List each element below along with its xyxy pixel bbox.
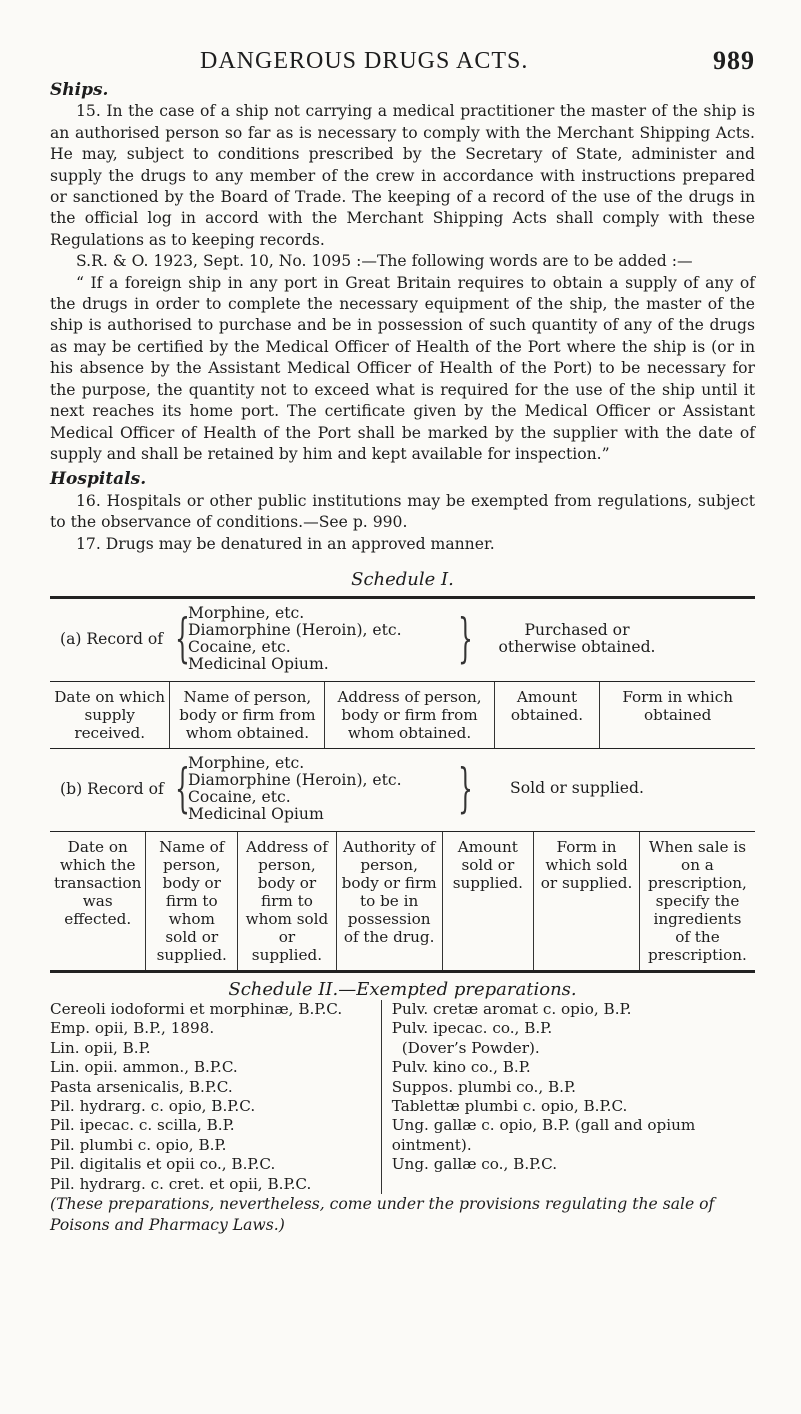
brace-icon: { (174, 608, 190, 669)
schedule-2-right-column (382, 1000, 755, 1194)
hospitals-heading: Hospitals. (50, 469, 147, 490)
table-header-cell: Name of person, body or firm to whom sold or supplied. (146, 832, 238, 970)
drug-item: Medicinal Opium (188, 804, 324, 823)
table-header-cell: When sale is on a prescription, specify the ingredients of the prescription. (639, 832, 755, 970)
schedule-2-left-column (50, 1000, 382, 1194)
drug-item: Medicinal Opium. (188, 654, 329, 673)
foreign-ship-quote: “ If a foreign ship in any port in Great Britain requires to obtain a supply of any of the drugs in order to complete the necessary equipment of the ship, the master of the ship is authorised to purchase and be in possession of such quantity of any of the drugs as may be certified by the Medical Officer of Health of the Port where the ship is (or in his absence by the Assistant Medical Officer of Health of the Port) to be necessary for the purpose, the quantity not to exceed what is required for the use of the ship until it next reaches its home port. The certificate given by the Medical Officer or Assistant Medical Officer of Health of the Port shall be marked by the supplier with the date of supply and shall be retained by him and kept available for inspection.” (50, 273, 755, 463)
paragraph-16: 16. Hospitals or other public institutions may be exempted from regulations, subject to the observance of conditions.—See p. 990. (50, 491, 755, 532)
list-item: Ung. gallæ c. opio, B.P. (gall and opium ointment). (391, 1116, 696, 1154)
list-item: Emp. opii, B.P., 1898. (50, 1019, 215, 1038)
schedule-2-lists (50, 1000, 755, 1194)
ships-heading: Ships. (50, 80, 109, 100)
document-page (50, 38, 755, 1236)
page-number: 989 (713, 46, 755, 75)
list-item: Pil. hydrarg. c. cret. et opii, B.P.C. (50, 1174, 312, 1193)
brace-icon: } (457, 608, 473, 669)
table-header-cell: Name of person, body or firm from whom obtained. (170, 682, 325, 748)
record-b-drugs (188, 755, 453, 823)
paragraph-17: 17. Drugs may be denatured in an approved manner. (76, 534, 495, 553)
list-item: Lin. opii, B.P. (50, 1038, 151, 1057)
schedule-1-title: Schedule I. (351, 568, 454, 590)
list-item: Lin. opii. ammon., B.P.C. (50, 1058, 238, 1077)
record-a-drugs (188, 605, 453, 673)
list-item: Suppos. plumbi co., B.P. (391, 1077, 576, 1096)
brace-icon: } (457, 758, 473, 819)
list-item: Tablettæ plumbi c. opio, B.P.C. (391, 1096, 628, 1115)
list-item: Pil. plumbi c. opio, B.P. (50, 1135, 227, 1154)
record-a-label: (a) Record of (60, 629, 164, 648)
table-header-cell: Form in which obtained (600, 682, 755, 748)
list-item: Pulv. kino co., B.P. (391, 1058, 531, 1077)
drug-item: Morphine, etc. (188, 603, 305, 622)
record-a (50, 599, 755, 681)
brace-icon: { (174, 758, 190, 819)
drug-item: Cocaine, etc. (188, 637, 291, 656)
list-item: Cereoli iodoformi et morphinæ, B.P.C. (50, 999, 343, 1018)
schedule-2-note: (These preparations, nevertheless, come under the provisions regulating the sale of Poisons and Pharmacy Laws.) (50, 1195, 715, 1234)
running-header (50, 38, 755, 76)
table-header-cell: Date on which the transaction was effected. (54, 837, 142, 928)
record-a-table (50, 682, 755, 748)
list-item: Pil. digitalis et opii co., B.P.C. (50, 1155, 276, 1174)
list-item: Ung. gallæ co., B.P.C. (391, 1155, 558, 1174)
record-b-label: (b) Record of (60, 779, 164, 798)
schedule-2-title: Schedule II.—Exempted preparations. (228, 978, 577, 1000)
list-item: Pasta arsenicalis, B.P.C. (50, 1077, 233, 1096)
list-item: Pil. hydrarg. c. opio, B.P.C. (50, 1096, 256, 1115)
table-header-cell: Amount sold or supplied. (442, 832, 534, 970)
list-item: Pil. ipecac. c. scilla, B.P. (50, 1116, 235, 1135)
table-header-cell: Address of person, body or firm from whom obtained. (325, 682, 494, 748)
table-header-cell: Authority of person, body or firm to be in possession of the drug. (336, 832, 442, 970)
paragraph-15: 15. In the case of a ship not carrying a medical practitioner the master of the ship is an authorised person so far as is necessary to comply with the Merchant Shipping Acts. He may, subject to conditions prescribed by the Secretary of State, administer and supply the drugs to any member of the crew in accordance with instructions prepared or sanctioned by the Board of Trade. The keeping of a record of the use of the drugs in the official log in accord with the Merchant Shipping Acts shall comply with these Regulations as to keeping records. (50, 102, 755, 249)
table-header-cell: Address of person, body or firm to whom sold or supplied. (238, 832, 337, 970)
drug-item: Diamorphine (Heroin), etc. (188, 620, 402, 639)
record-b (50, 749, 755, 831)
list-item: Pulv. cretæ aromat c. opio, B.P. (391, 999, 632, 1018)
table-header-cell: Form in which sold or supplied. (534, 832, 640, 970)
drug-item: Diamorphine (Heroin), etc. (188, 770, 402, 789)
table-header-cell: Date on which supply received. (54, 687, 166, 742)
list-item: (Dover’s Powder). (401, 1038, 540, 1057)
table-header-cell: Amount obtained. (494, 682, 600, 748)
sro-note: S.R. & O. 1923, Sept. 10, No. 1095 :—The following words are to be added :— (76, 252, 693, 271)
page-title: DANGEROUS DRUGS ACTS. (200, 48, 529, 74)
drug-item: Morphine, etc. (188, 753, 305, 772)
drug-item: Cocaine, etc. (188, 787, 291, 806)
record-a-tail: Purchased or otherwise obtained. (498, 620, 656, 656)
list-item: Pulv. ipecac. co., B.P. (391, 1019, 553, 1038)
record-b-tail: Sold or supplied. (510, 779, 644, 798)
record-b-table (50, 832, 755, 970)
